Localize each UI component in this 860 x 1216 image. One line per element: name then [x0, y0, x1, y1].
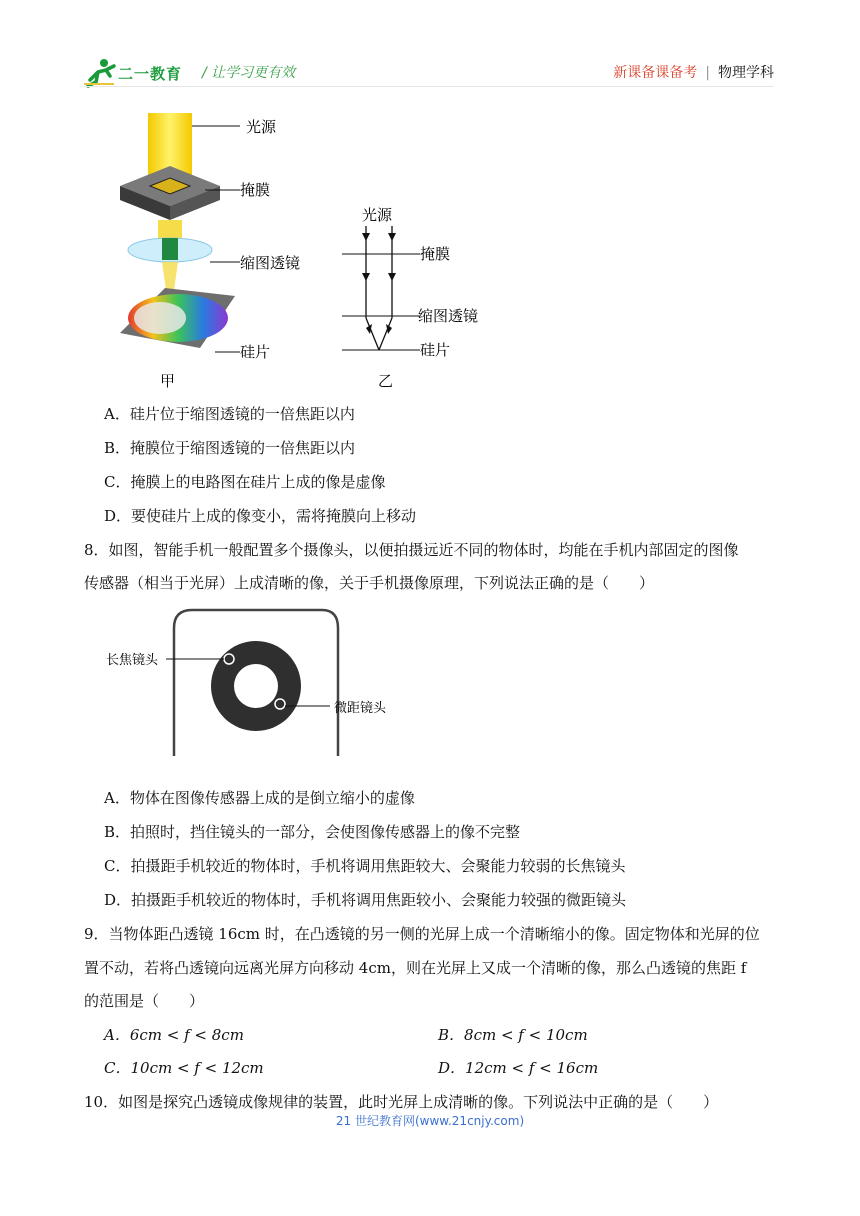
footer: 21 世纪教育网(www.21cnjy.com) — [335, 1114, 525, 1128]
lithography-figure — [110, 108, 490, 393]
label-wafer-yi: 硅片 — [420, 341, 451, 359]
header-divider — [84, 86, 774, 87]
brand-name: 二一教育 — [118, 65, 183, 83]
label-lens: 缩图透镜 — [240, 254, 301, 272]
caption-yi: 乙 — [378, 372, 394, 390]
light-beam — [148, 113, 192, 175]
header-separator: | — [705, 65, 710, 81]
caption-jia: 甲 — [160, 372, 176, 390]
q7-option-d: D．要使硅片上成的像变小，需将掩膜向上移动 — [104, 507, 417, 525]
q9-option-b: B．8cm < f < 10cm — [438, 1026, 588, 1044]
runner-logo-icon — [84, 58, 118, 88]
label-macro: 微距镜头 — [334, 701, 387, 716]
q9-option-a: A．6cm < f < 8cm — [104, 1026, 244, 1044]
phone-camera-figure — [104, 606, 424, 761]
label-light-source-yi: 光源 — [362, 206, 393, 224]
q9-stem-line1: 9．当物体距凸透镜 16cm 时，在凸透镜的另一侧的光屏上成一个清晰缩小的像。固定物体和光屏的位 — [84, 925, 760, 943]
header-course: 新课备课备考 — [613, 65, 698, 81]
label-telephoto: 长焦镜头 — [106, 653, 159, 668]
q8-option-d: D．拍摄距手机较近的物体时，手机将调用焦距较小、会聚能力较强的微距镜头 — [104, 891, 627, 909]
q8-option-c: C．拍摄距手机较近的物体时，手机将调用焦距较大、会聚能力较弱的长焦镜头 — [104, 857, 626, 875]
label-lens-yi: 缩图透镜 — [418, 307, 479, 325]
q9-option-d: D．12cm < f < 16cm — [438, 1059, 599, 1077]
label-mask-yi: 掩膜 — [420, 245, 451, 263]
q9-stem-line3: 的范围是（ ） — [84, 992, 205, 1010]
label-wafer: 硅片 — [240, 343, 271, 361]
q10-stem-line1: 10．如图是探究凸透镜成像规律的装置，此时光屏上成清晰的像。下列说法中正确的是（ ） — [84, 1093, 719, 1111]
q8-option-a: A．物体在图像传感器上成的是倒立缩小的虚像 — [104, 789, 415, 807]
q8-stem-line2: 传感器（相当于光屏）上成清晰的像，关于手机摄像原理，下列说法正确的是（ ） — [84, 574, 655, 592]
q9-stem-line2: 置不动，若将凸透镜向远离光屏方向移动 4cm，则在光屏上又成一个清晰的像，那么凸透镜的焦距 f — [84, 959, 747, 977]
macro-lens-icon — [275, 699, 285, 709]
label-mask: 掩膜 — [240, 181, 271, 199]
header-subject-name: 物理学科 — [718, 65, 774, 81]
header-subject — [613, 62, 774, 82]
q9-option-c: C．10cm < f < 12cm — [104, 1059, 264, 1077]
q7-option-b: B．掩膜位于缩图透镜的一倍焦距以内 — [104, 439, 356, 457]
telephoto-lens-icon — [224, 654, 234, 664]
q7-option-a: A．硅片位于缩图透镜的一倍焦距以内 — [104, 405, 355, 423]
label-light-source: 光源 — [246, 118, 277, 136]
slogan: / 让学习更有效 — [202, 65, 296, 81]
q8-option-b: B．拍照时，挡住镜头的一部分，会使图像传感器上的像不完整 — [104, 823, 521, 841]
q7-option-c: C．掩膜上的电路图在硅片上成的像是虚像 — [104, 473, 386, 491]
q8-stem-line1: 8．如图，智能手机一般配置多个摄像头，以便拍摄远近不同的物体时，均能在手机内部固定的图像 — [84, 541, 739, 559]
